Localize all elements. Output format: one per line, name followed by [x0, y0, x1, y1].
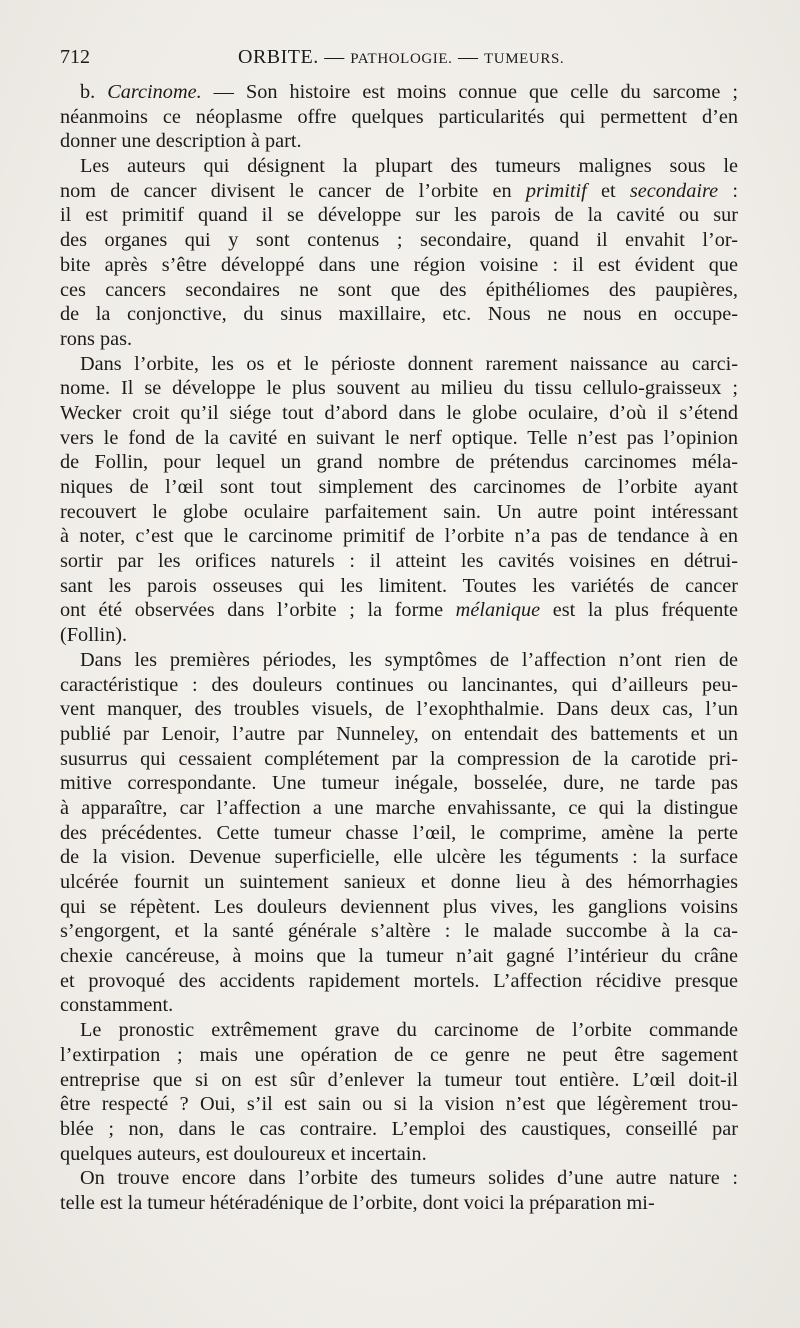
- text-line: [60, 129, 738, 154]
- text-run: donner une description à part.: [60, 130, 302, 153]
- text-line: [60, 154, 738, 179]
- paragraph: [60, 154, 738, 352]
- text-run: sortir par les orifices naturels : il atteint les cavités voisines en détrui-: [60, 550, 738, 573]
- text-run: ces cancers secondaires ne sont que des épithéliomes des paupières,: [60, 278, 738, 301]
- text-line: [60, 574, 738, 599]
- text-line: [60, 426, 738, 451]
- text-run: sant les parois osseuses qui les limitent. Toutes les variétés de cancer: [60, 574, 738, 597]
- running-title-subsection: TUMEURS.: [484, 51, 565, 67]
- running-title-dash: —: [324, 46, 345, 68]
- text-line: [60, 475, 738, 500]
- text-line: [60, 870, 738, 895]
- text-line: [60, 105, 738, 130]
- text-line: [60, 327, 738, 352]
- text-run: quelques auteurs, est douloureux et incertain.: [60, 1142, 427, 1165]
- text-run: publié par Lenoir, l’autre par Nunneley, on entendait des battements et un: [60, 722, 738, 745]
- text-run: à apparaître, car l’affection a une marche envahissante, ce qui la distingue: [60, 796, 738, 819]
- text-line: [60, 352, 738, 377]
- text-line: [60, 747, 738, 772]
- text-line: [60, 623, 738, 648]
- text-line: [60, 1068, 738, 1093]
- text-run: rons pas.: [60, 327, 133, 350]
- text-run: et provoqué des accidents rapidement mortels. L’affection récidive presque: [60, 969, 738, 992]
- text-line: [60, 1117, 738, 1142]
- text-run: Wecker croit qu’il siége tout d’abord dans le globe oculaire, d’où il s’étend: [60, 401, 738, 424]
- text-line: [60, 845, 738, 870]
- paragraph: [60, 352, 738, 648]
- text-run: telle est la tumeur hétéradénique de l’orbite, dont voici la préparation mi-: [60, 1191, 655, 1214]
- text-run: s’engorgent, et la santé générale s’altère : le malade succombe à la ca-: [60, 920, 738, 943]
- text-run: il est primitif quand il se développe sur les parois de la cavité ou sur: [60, 204, 738, 227]
- text-line: [60, 895, 738, 920]
- running-title: [238, 46, 564, 69]
- page-number: 712: [60, 46, 90, 68]
- text-run: Dans l’orbite, les os et le périoste donnent rarement naissance au carci-: [80, 352, 738, 375]
- text-run: de la vision. Devenue superficielle, elle ulcère les téguments : la surface: [60, 846, 738, 869]
- text-line: [60, 203, 738, 228]
- text-run: à noter, c’est que le carcinome primitif de l’orbite n’a pas de tendance à en: [60, 525, 738, 548]
- text-run: l’extirpation ; mais une opération de ce genre ne peut être sagement: [60, 1043, 738, 1066]
- paragraph: [60, 648, 738, 1018]
- text-run: vers le fond de la cavité en suivant le nerf optique. Telle n’est pas l’opinion: [60, 426, 738, 449]
- text-line: [60, 697, 738, 722]
- paragraph: [60, 1166, 738, 1215]
- text-line: [60, 673, 738, 698]
- italic-term: secondaire: [629, 179, 719, 202]
- text-line: [60, 179, 738, 204]
- text-run: Dans les premières périodes, les symptômes de l’affection n’ont rien de: [80, 648, 738, 671]
- italic-term: primitif: [525, 179, 587, 202]
- text-line: [60, 1142, 738, 1167]
- text-run: susurrus qui cessaient complétement par la compression de la carotide pri-: [60, 747, 738, 770]
- text-run: caractéristique : des douleurs continues ou lancinantes, qui d’ailleurs peu-: [60, 673, 738, 696]
- text-run: néanmoins ce néoplasme offre quelques particularités qui permettent d’en: [60, 105, 738, 128]
- text-run: recouvert le globe oculaire parfaitement sain. Un autre point intéressant: [60, 500, 738, 523]
- text-run: nome. Il se développe le plus souvent au milieu du tissu cellulo-graisseux ;: [60, 377, 738, 400]
- text-run: chexie cancéreuse, à moins que la tumeur n’ait gagné l’intérieur du crâne: [60, 945, 738, 968]
- text-line: [60, 969, 738, 994]
- text-line: [60, 1043, 738, 1068]
- text-run: ont été observées dans l’orbite ; la forme: [60, 599, 456, 622]
- text-line: [60, 1191, 738, 1216]
- text-run: entreprise que si on est sûr d’enlever la tumeur tout entière. L’œil doit-il: [60, 1068, 738, 1091]
- paragraph: [60, 1018, 738, 1166]
- text-line: [60, 1092, 738, 1117]
- text-run: ulcérée fournit un suintement sanieux et donne lieu à des hémorrhagies: [60, 871, 738, 893]
- italic-term: Carcinome.: [107, 81, 202, 103]
- text-line: [60, 80, 738, 105]
- text-line: [60, 401, 738, 426]
- text-run: vent manquer, des troubles visuels, de l’exophthalmie. Dans deux cas, l’un: [60, 698, 738, 721]
- text-line: [60, 648, 738, 673]
- body-text: [60, 80, 738, 1216]
- text-line: [60, 450, 738, 475]
- text-run: Le pronostic extrêmement grave du carcinome de l’orbite commande: [80, 1019, 738, 1042]
- text-line: [60, 821, 738, 846]
- text-run: qui se répètent. Les douleurs deviennent plus vives, les ganglions voisins: [60, 895, 738, 918]
- text-run: est la plus fréquente: [540, 599, 738, 622]
- text-line: [60, 228, 738, 253]
- text-run: mitive correspondante. Une tumeur inégale, bosselée, dure, ne tarde pas: [60, 772, 738, 795]
- running-title-main: ORBITE.: [238, 46, 319, 68]
- text-line: [60, 1166, 738, 1191]
- text-run: nom de cancer divisent le cancer de l’orbite en: [60, 179, 526, 202]
- text-run: (Follin).: [60, 624, 128, 647]
- text-line: [60, 944, 738, 969]
- text-run: blée ; non, dans le cas contraire. L’emploi des caustiques, conseillé par: [60, 1117, 738, 1140]
- text-line: [60, 919, 738, 944]
- text-line: [60, 1018, 738, 1043]
- text-line: [60, 598, 738, 623]
- text-run: — Son histoire est moins connue que celle du sarcome ;: [201, 81, 739, 103]
- text-run: être respecté ? Oui, s’il est sain ou si la vision n’est que légèrement trou-: [60, 1093, 738, 1116]
- text-line: [60, 278, 738, 303]
- running-title-section: PATHOLOGIE.: [350, 51, 453, 67]
- text-line: [60, 500, 738, 525]
- text-run: niques de l’œil sont tout simplement des carcinomes de l’orbite ayant: [60, 476, 738, 498]
- text-line: [60, 253, 738, 278]
- text-run: On trouve encore dans l’orbite des tumeurs solides d’une autre nature :: [80, 1167, 738, 1190]
- paragraph: [60, 80, 738, 154]
- text-run: et: [586, 179, 630, 202]
- text-line: [60, 302, 738, 327]
- text-line: [60, 376, 738, 401]
- text-line: [60, 796, 738, 821]
- text-run: b.: [80, 81, 108, 103]
- text-run: des organes qui y sont contenus ; secondaire, quand il envahit l’or-: [60, 229, 738, 252]
- text-line: [60, 993, 738, 1018]
- text-run: constamment.: [60, 994, 174, 1017]
- text-line: [60, 771, 738, 796]
- text-run: des précédentes. Cette tumeur chasse l’œil, le comprime, amène la perte: [60, 821, 738, 844]
- text-run: bite après s’être développé dans une région voisine : il est évident que: [60, 253, 738, 276]
- text-run: Les auteurs qui désignent la plupart des tumeurs malignes sous le: [80, 155, 738, 178]
- running-header: [60, 44, 738, 74]
- text-run: :: [718, 179, 738, 202]
- italic-term: mélanique: [455, 599, 541, 622]
- text-line: [60, 549, 738, 574]
- text-line: [60, 524, 738, 549]
- running-title-dash: —: [458, 46, 479, 68]
- text-run: de la conjonctive, du sinus maxillaire, etc. Nous ne nous en occupe-: [60, 303, 738, 326]
- text-run: de Follin, pour lequel un grand nombre de prétendus carcinomes méla-: [60, 451, 738, 474]
- text-line: [60, 722, 738, 747]
